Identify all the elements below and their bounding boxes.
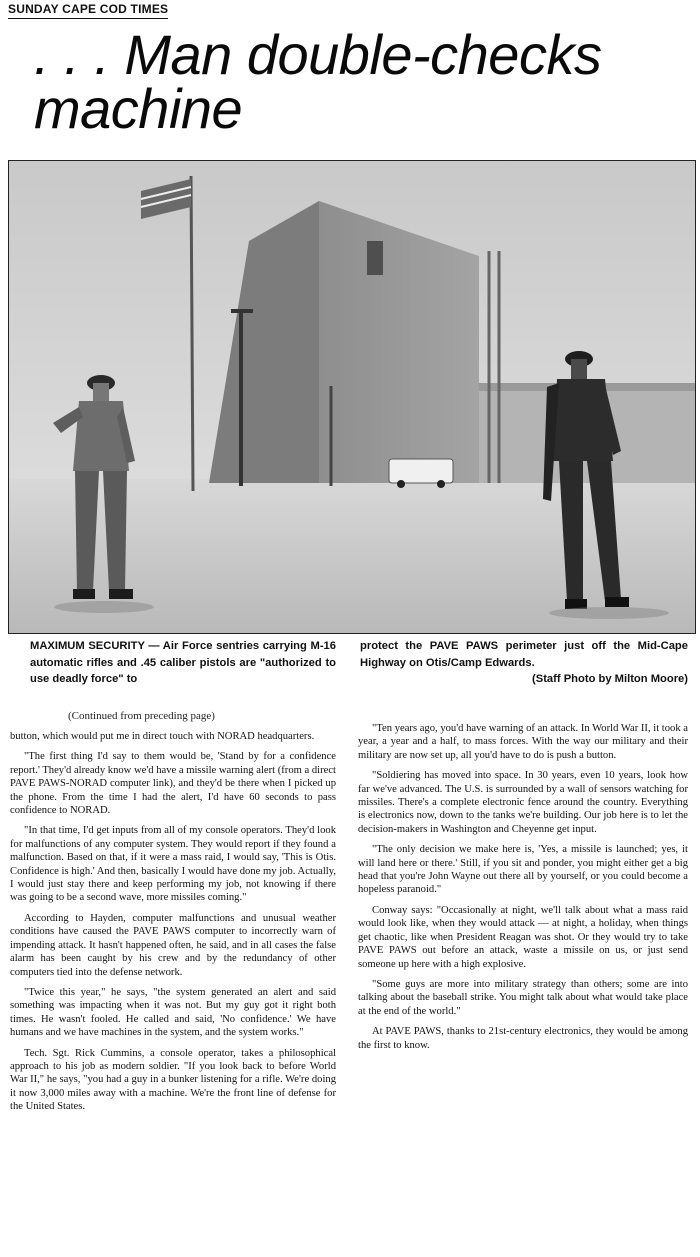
section-label: SUNDAY CAPE COD TIMES [8, 2, 168, 19]
paragraph: button, which would put me in direct touch with NORAD headquarters. [10, 731, 315, 742]
photo-caption-right-text: protect the PAVE PAWS perimeter just off the Mid-Cape Highway on Otis/Camp Edwards. [360, 640, 688, 669]
headline-line-1: . . . Man double-checks [34, 23, 602, 86]
photo-radar-building-sentries-icon [9, 161, 695, 633]
paragraph: "In that time, I'd get inputs from all of my console operators. They'd look for malfunctions of any computer system. They would report if they found a malfunction. Based on that, if it were a mass raid, I would say, 'This is Otis. Confidence is high.' And then, basically I would have done my job. Actually, I would just stay there and keep performing my job, not knowing if there was going to be a second wave, more missiles coming." [10, 825, 336, 904]
photo-caption-right [360, 638, 688, 688]
headline [34, 23, 694, 140]
paragraph: "Twice this year," he says, "the system generated an alert and said something was impacting when it was not. But my guy got it right both times. He wasn't fooled. He called and said, 'No confidence.' We have humans and we have machines in the system, and the system works." [10, 986, 336, 1039]
headline-line-2: machine [34, 77, 243, 140]
paragraph: According to Hayden, computer malfunctions and unusual weather conditions have caused the PAVE PAWS computer to incorrectly warn of impending attack. It hasn't happened often, he said, and in all cases the false alarm has been caught by his crew and by the redundancy of other computers tied into the defense network. [10, 912, 336, 978]
news-photo [8, 160, 696, 634]
paragraph: Tech. Sgt. Rick Cummins, a console operator, takes a philosophical approach to his job as modern soldier. "If you look back to before World War II," he says, "you had a guy in a bunker listening for a rifle. We're doing it now 3,000 miles away with a machine. We're the front line of defense for the United States. [10, 1047, 336, 1113]
paragraph: Conway says: "Occasionally at night, we'll talk about what a mass raid would look like, when they would attack — at night, a holiday, when things get chaotic, like when President Reagan was shot. Or they would try to take PAVE PAWS out before an attack, waste a missile on us, or just send someone up here with a high explosive. [358, 904, 688, 970]
photo-credit: (Staff Photo by Milton Moore) [532, 673, 688, 685]
paragraph: "Soldiering has moved into space. In 30 years, even 10 years, look how far we've advanced. The U.S. is surrounded by a wall of sensors watching for missiles. There's a complete electronic fence around the country. Everything is electronics now, down to the tanks we're building. Our job here is to let the decision-makers in Washington and Cheyenne get input. [358, 770, 688, 835]
paragraph: "Some guys are more into military strategy than others; some are into talking about the baseball strike. You might talk about what would take place at the end of the world." [358, 978, 688, 1017]
paragraph: "Ten years ago, you'd have warning of an attack. In World War II, it took a year, a year and a half, to mass forces. With the way our military and their military are now set up, all you'd have to do is push a button. [358, 723, 688, 761]
article-column-right [358, 722, 688, 1059]
paragraph: "The only decision we make here is, 'Yes, a missile is launched; yes, it will land here or there.' Still, if you sit and ponder, you might either get a big head that you're John Wayne out there all by yourself, or you could become a hopeless paranoid." [358, 844, 688, 896]
paragraph: "The first thing I'd say to them would be, 'Stand by for a confidence report.' They'd already know we'd have a missile warning alert (from a direct PAVE PAWS-NORAD computer link), and they'd be there when I picked up the phone. From the time I had the alert, I'd have 60 seconds to pass confidence to NORAD. [10, 751, 336, 817]
paragraph: At PAVE PAWS, thanks to 21st-century electronics, they would be among the first to know. [358, 1026, 688, 1051]
article-column-left [10, 730, 336, 1121]
continued-notice: (Continued from preceding page) [68, 710, 215, 722]
photo-caption-left: MAXIMUM SECURITY — Air Force sentries carrying M-16 automatic rifles and .45 caliber pistols are "authorized to use deadly force" to [30, 640, 336, 685]
